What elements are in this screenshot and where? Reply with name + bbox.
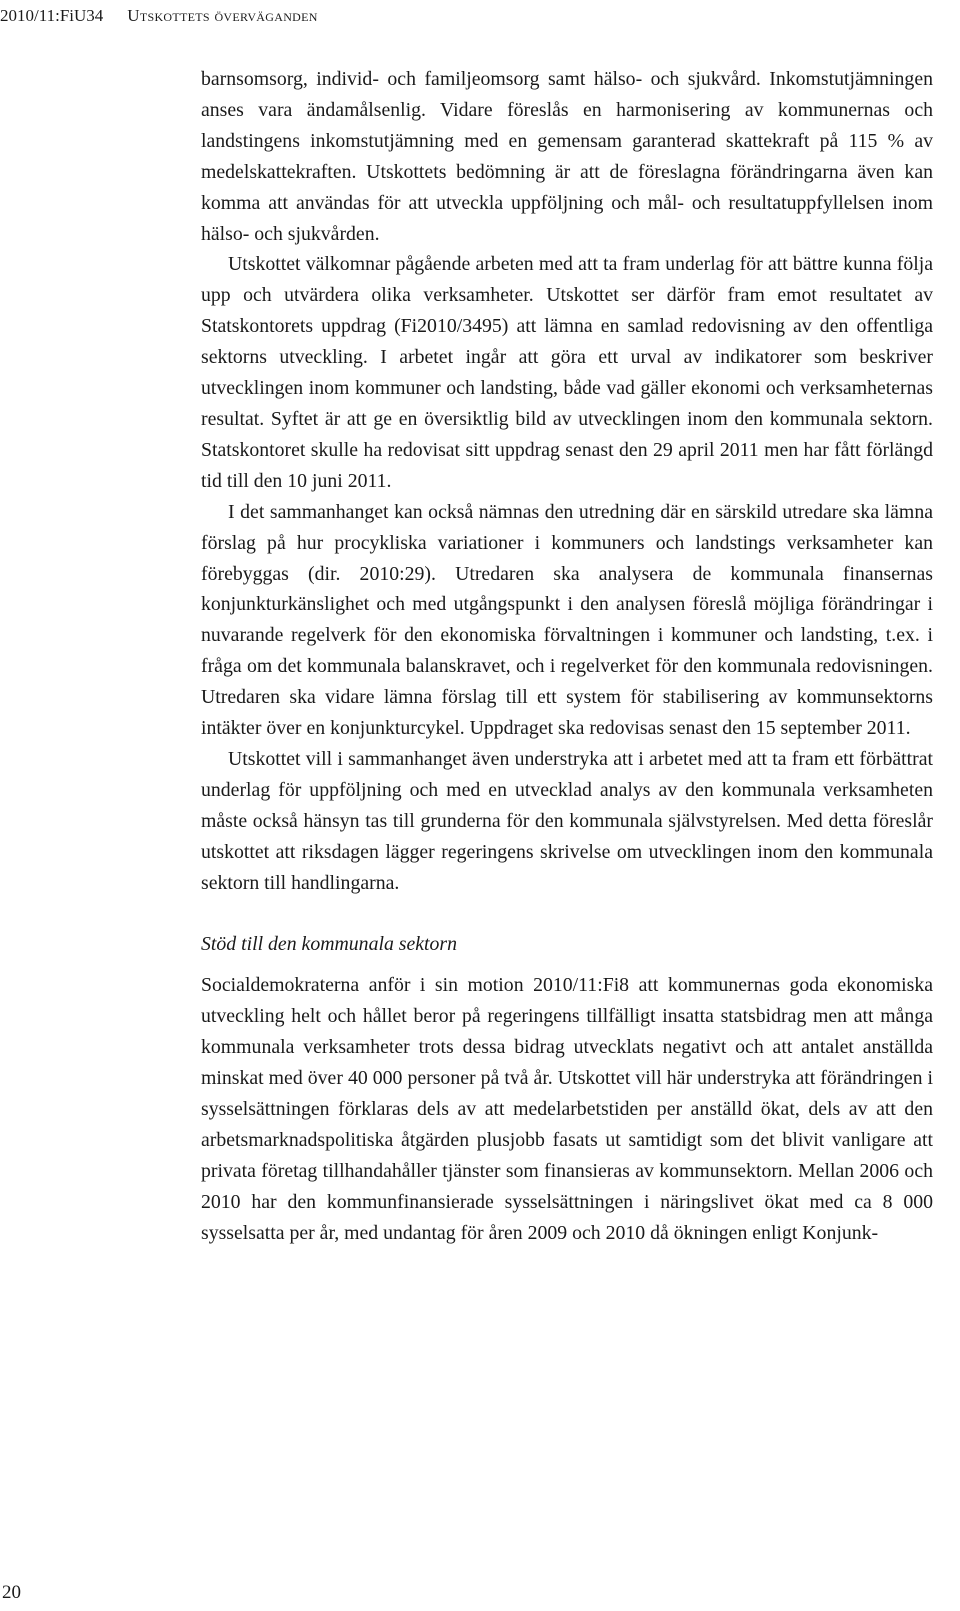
paragraph-3: I det sammanhanget kan också nämnas den utredning där en särskild utredare ska lämna förslag på hur procykliska variationer i kommuners och landstings verksamheter kan förebyggas (dir. 2010:29). Utredaren ska analysera de kommunala finansernas konjunkturkänslighet och med utgångspunkt i den analysen föreslå möjliga förändringar i nuvarande regelverk för den ekonomiska förvaltningen i kommuner och landsting, t.ex. i fråga om det kommunala balanskravet, och i regelverket för den kommunala redovisningen. Utredaren ska vidare lämna förslag till ett system för stabilisering av kommunsektorns intäkter över en konjunkturcykel. Uppdraget ska redovisas senast den 15 september 2011. <box>201 500 933 740</box>
document-id: 2010/11:FiU34 <box>0 6 104 25</box>
paragraph-1: barnsomsorg, individ- och familjeomsorg samt hälso- och sjukvård. Inkomstutjämningen anses vara ändamålsenlig. Vidare föreslås en harmonisering av kommunernas och landstingens inkomstutjämning med en gemensam garanterad skattekraft på 115 % av medelskattekraften. Utskottets bedömning är att de föreslagna förändringarna även kan komma att användas för att utveckla uppföljning och mål- och resultatuppfyllelsen inom hälso- och sjukvården. <box>201 68 933 245</box>
running-header <box>0 4 318 28</box>
document-body <box>201 64 933 1249</box>
section-subheading: Stöd till den kommunala sektorn <box>201 933 458 956</box>
paragraph-2: Utskottet välkomnar pågående arbeten med att ta fram underlag för att bättre kunna följa upp och utvärdera olika verksamheter. Utskottet ser därför fram emot resultatet av Statskontorets uppdrag (Fi2010/3495) att lämna en samlad redovisning av den offentliga sektorns utveckling. I arbetet ingår att göra ett urval av indikatorer som beskriver utvecklingen inom kommuner och landsting, både vad gäller ekonomi och verksamheternas resultat. Syftet är att ge en översiktlig bild av utvecklingen inom den kommunala sektorn. Statskontoret skulle ha redovisat sitt uppdrag senast den 29 april 2011 men har fått förlängd tid till den 10 juni 2011. <box>201 253 933 492</box>
page-number: 20 <box>2 1582 21 1603</box>
paragraph-5: Socialdemokraterna anför i sin motion 2010/11:Fi8 att kommunernas goda ekonomiska utveckling helt och hållet beror på regeringens tillfälligt insatta statsbidrag men att många kommunala verksamheter trots dessa bidrag utvecklats negativt och att antalet anställda minskat med över 40 000 personer på två år. Utskottet vill här understryka att förändringen i sysselsättningen förklaras dels av att medelarbetstiden per anställd ökat, dels av att den arbetsmarknadspolitiska åtgärden plusjobb fasats ut samtidigt som det blivit vanligare att privata företag tillhandahåller tjänster som finansieras av kommunsektorn. Mellan 2006 och 2010 har den kommunfinansierade sysselsättningen i näringslivet ökat med ca 8 000 sysselsatta per år, med undantag för åren 2009 och 2010 då ökningen enligt Konjunk- <box>201 974 933 1244</box>
paragraph-4: Utskottet vill i sammanhanget även understryka att i arbetet med att ta fram ett förbättrat underlag för uppföljning och med en utvecklad analys av den kommunala verksamheten måste också hänsyn tas till grunderna för den kommunala självstyrelsen. Med detta föreslår utskottet att riksdagen lägger regeringens skrivelse om utvecklingen inom den kommunala sektorn till handlingarna. <box>201 747 933 894</box>
section-title: Utskottets överväganden <box>127 6 318 25</box>
